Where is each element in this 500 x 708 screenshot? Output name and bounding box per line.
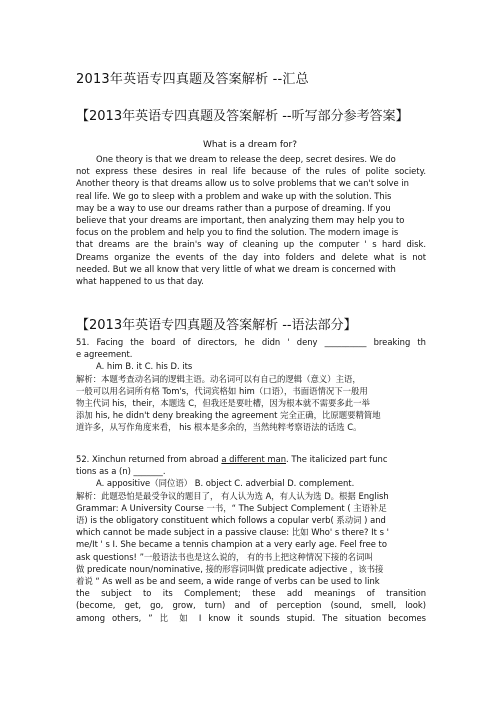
explanation-line: 解析：此题恐怕是最受争议的题目了， 有人认为选 A，有人认为选 D。根据 English: [76, 490, 389, 501]
question-51: [76, 336, 426, 434]
document-title: 2013年英语专四真题及答案解析 --汇总: [76, 72, 309, 87]
question-52: [76, 453, 426, 624]
explanation-line: me/It ' s I. She became a tennis champion at a very early age. Feel free to: [76, 539, 387, 550]
explanation-line: (become, get, go, grow, turn) and of perception (sound, smell, look): [76, 600, 426, 611]
explanation-line: among others, ” 比 如 I know it sounds stupid. The situation becomes: [76, 612, 426, 623]
explanation-line: 物主代词 his，their，本题选 C，但我还是要吐槽，因为根本就不需要多此一举: [76, 398, 370, 409]
question-stem: e agreement.: [76, 349, 133, 360]
question-stem: tions as a (n) _______.: [76, 466, 166, 477]
section-heading-dictation: 【2013年英语专四真题及答案解析 --听写部分参考答案】: [76, 109, 409, 124]
explanation-line: 着说 “ As well as be and seem, a wide range of verbs can be used to link: [76, 576, 380, 587]
passage-line: needed. But we all know that very little of what we dream is concerned with: [76, 263, 396, 274]
explanation-line: 做 predicate noun/nominative, 接的形容词叫做 predicate adjective ，该书接: [76, 563, 384, 574]
passage-line: One theory is that we dream to release the deep, secret desires. We do: [96, 154, 396, 164]
passage-line: Another theory is that dreams allow us to solve problems that we can't solve in: [76, 178, 409, 189]
explanation-line: the subject to its Complement; these add meanings of transition: [76, 588, 426, 599]
italicized-part: a different man: [221, 454, 287, 464]
explanation-line: which cannot be made subject in a passive clause: 比如 Who' s there? It s ': [76, 527, 389, 538]
explanation-line: 道许多，从写作角度来看， his 根本是多余的，当然纯粹考察语法的话选 C。: [76, 422, 362, 433]
passage-line: real life. We go to sleep with a problem and wake up with the solution. This: [76, 190, 392, 201]
explanation-line: 添加 his, he didn't deny breaking the agreement 完全正确，比原题要精简地: [76, 410, 381, 421]
explanation-line: ask questions! ”一般语法书也是这么说的， 有的书上把这种情况下接的名词叫: [76, 551, 373, 562]
passage-line: may be a way to use our dreams rather than a purpose of dreaming. If you: [76, 202, 391, 213]
explanation-line: Grammar: A University Course 一书，“ The Subject Complement ( 主语补足: [76, 502, 387, 513]
stem-text: 52. Xinchun returned from abroad: [76, 454, 222, 464]
answer-options: A. appositive（同位语） B. object C. adverbial D. complement.: [96, 478, 355, 489]
passage-title: What is a dream for?: [203, 140, 297, 150]
passage-line: that dreams are the brain's way of cleaning up the computer ' s hard disk.: [76, 239, 426, 250]
passage-line: believe that your dreams are important, then analyzing them may help you to: [76, 215, 405, 226]
passage-line: not express these desires in real life because of the rules of polite society.: [76, 166, 426, 177]
passage-body: [76, 153, 426, 287]
section-heading-grammar: 【2013年英语专四真题及答案解析 --语法部分】: [76, 318, 357, 333]
passage-line: focus on the problem and help you to find the solution. The modern image is: [76, 227, 399, 238]
question-stem: 51. Facing the board of directors, he didn ' deny __________ breaking th: [76, 337, 426, 347]
passage-line: what happened to us that day.: [76, 276, 204, 287]
stem-text: . The italicized part func: [286, 454, 388, 464]
explanation-line: 解析：本题考查动名词的逻辑主语。动名词可以有自己的逻辑（意义）主语，: [76, 373, 361, 384]
question-stem: [76, 453, 426, 465]
explanation-line: 语) is the obligatory constituent which follows a copular verb( 系动词 ) and: [76, 515, 386, 526]
answer-options: A. him B. it C. his D. its: [96, 361, 193, 372]
explanation-line: 一般可以用名词所有格 Tom's，代词宾格如 him（口语），书面语情况下一般用: [76, 385, 368, 396]
passage-line: Dreams organize the events of the day into folders and delete what is not: [76, 251, 426, 262]
